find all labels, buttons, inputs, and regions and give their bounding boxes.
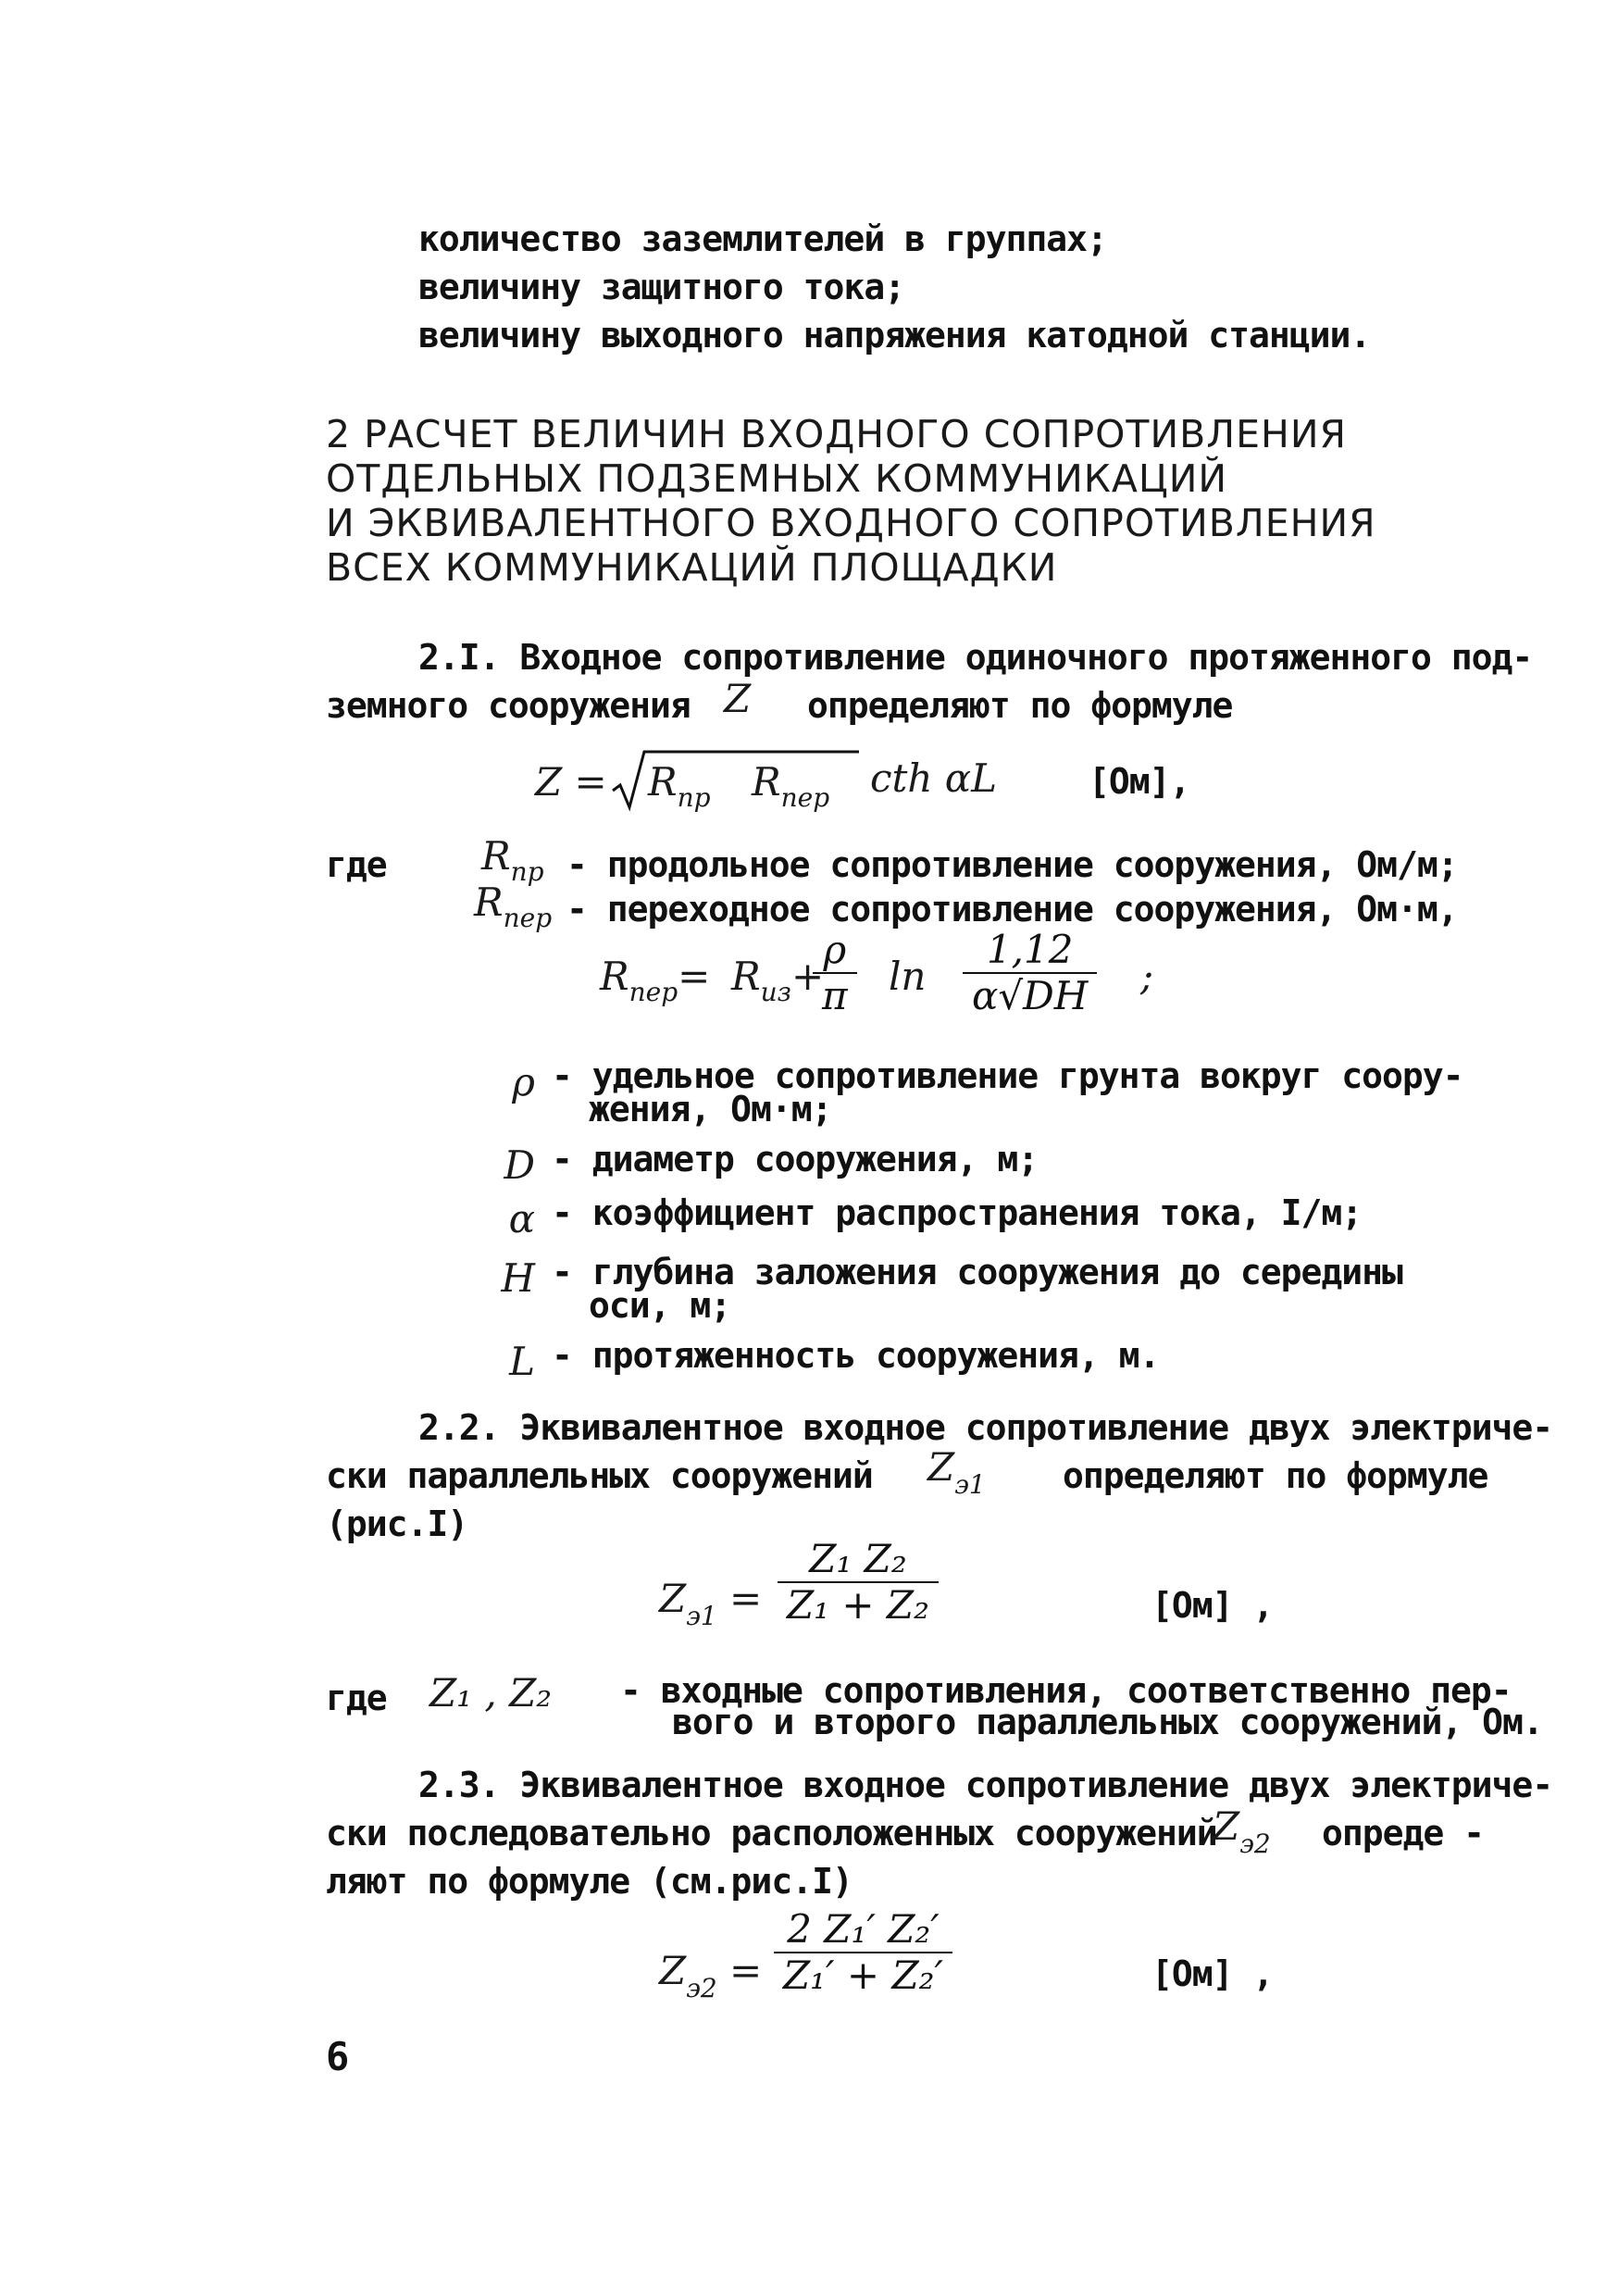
s22-def-2: вого и второго параллельных сооружений, Ом. <box>672 1702 1543 1742</box>
def-r-per-symbol: $R_{пер}$ <box>474 880 553 933</box>
def-alpha-symbol: α <box>508 1196 535 1242</box>
s22-where: где <box>326 1678 387 1718</box>
rper-end: ; <box>1140 954 1154 999</box>
s22-syms: Z₁ , Z₂ <box>429 1670 553 1716</box>
def-rho-text-2: жения, Ом·м; <box>589 1089 832 1129</box>
s22-line-2b: определяют по формуле <box>1063 1455 1488 1496</box>
s22-symbol-ze1: $Z_{э1}$ <box>927 1444 986 1500</box>
def-l-text: - протяженность сооружения, м. <box>552 1335 1160 1376</box>
ze1-denominator: Z₁ + Z₂ <box>787 1582 929 1628</box>
ze2-unit: [Ом] , <box>1151 1953 1274 1994</box>
def-d <box>470 1139 1039 1188</box>
rper-num: 1,12 <box>986 927 1074 972</box>
s21-where: где <box>326 844 387 885</box>
ze2-lhs: $Z_{э2}$ = <box>659 1948 763 2003</box>
heading-line-4: ВСЕХ КОММУНИКАЦИЙ ПЛОЩАДКИ <box>326 545 1058 590</box>
s23-line-2a: ски последовательно расположенных сооружений <box>326 1813 1217 1853</box>
intro-line-1: количество заземлителей в группах; <box>418 218 1107 259</box>
heading-line-1: 2 РАСЧЕТ ВЕЛИЧИН ВХОДНОГО СОПРОТИВЛЕНИЯ <box>326 412 1347 456</box>
def-r-per-text: - переходное сопротивление сооружения, Ом·м, <box>566 889 1458 930</box>
formula-r-pr: $R_{пр}$ <box>648 759 711 813</box>
rper-lhs: $R_{пер}=$ <box>600 954 711 1007</box>
s22-line-2a: ски параллельных сооружений <box>326 1455 873 1496</box>
def-r-pr-symbol: $R_{пр}$ <box>481 833 544 887</box>
def-rho-text-1: - удельное сопротивление грунта вокруг соору- <box>552 1055 1463 1096</box>
s21-symbol-z: Z <box>724 676 752 721</box>
s21-line-2b: определяют по формуле <box>807 685 1233 726</box>
page-number: 6 <box>326 2034 349 2079</box>
rper-rho-over-pi <box>813 928 857 1018</box>
rper-rho: ρ <box>823 927 847 972</box>
s21-line-1: 2.I. Входное сопротивление одиночного протяженного под- <box>418 637 1533 678</box>
s22-line-3: (рис.I) <box>326 1504 468 1544</box>
def-alpha <box>470 1192 1363 1242</box>
def-d-symbol: D <box>504 1142 535 1188</box>
ze2-fraction <box>774 1907 952 1998</box>
s21-line-2a: земного сооружения <box>326 685 691 726</box>
def-d-text: - диаметр сооружения, м; <box>552 1139 1039 1179</box>
def-h-symbol: H <box>501 1255 535 1301</box>
def-rho <box>470 1055 1463 1129</box>
def-alpha-text: - коэффициент распространения тока, I/м; <box>552 1192 1363 1233</box>
formula-r-per: $R_{пер}$ <box>752 759 830 813</box>
ze1-lhs: $Z_{э1}$ = <box>659 1576 763 1631</box>
heading-line-2: ОТДЕЛЬНЫХ ПОДЗЕМНЫХ КОММУНИКАЦИЙ <box>326 456 1228 501</box>
def-l <box>470 1335 1160 1384</box>
rper-log-fraction <box>963 928 1097 1018</box>
ze1-numerator: Z₁ Z₂ <box>809 1536 907 1581</box>
s22-def-1: - входные сопротивления, соответственно пер- <box>620 1670 1512 1711</box>
ze2-denominator: Z₁′ + Z₂′ <box>783 1953 944 1998</box>
s23-line-2b: опреде - <box>1322 1813 1485 1853</box>
formula-cth: cth αL <box>870 755 998 801</box>
def-h-text-2: оси, м; <box>589 1285 731 1326</box>
ze1-unit: [Ом] , <box>1151 1585 1274 1626</box>
heading-line-3: И ЭКВИВАЛЕНТНОГО ВХОДНОГО СОПРОТИВЛЕНИЯ <box>326 501 1376 545</box>
intro-line-2: величину защитного тока; <box>418 267 905 307</box>
rper-den: α√DH <box>972 973 1089 1018</box>
rper-ln: ln <box>889 954 927 999</box>
formula-z-lhs: Z = <box>535 759 607 805</box>
def-h <box>470 1252 1402 1326</box>
def-r-pr-text: - продольное сопротивление сооружения, Ом/м; <box>566 844 1458 885</box>
intro-line-3: величину выходного напряжения катодной станции. <box>418 315 1371 356</box>
s22-line-1: 2.2. Эквивалентное входное сопротивление двух электриче- <box>418 1407 1553 1448</box>
rper-pi: π <box>822 973 848 1018</box>
rper-riz: $R_{из}+$ <box>731 954 825 1007</box>
def-l-symbol: L <box>509 1339 535 1384</box>
ze2-numerator: 2 Z₁′ Z₂′ <box>787 1906 940 1952</box>
s23-line-1: 2.3. Эквивалентное входное сопротивление двух электриче- <box>418 1765 1553 1805</box>
formula-z-unit: [Ом], <box>1089 761 1190 802</box>
def-rho-symbol: ρ <box>512 1059 535 1104</box>
s23-line-3: ляют по формуле (см.рис.I) <box>326 1861 853 1902</box>
s23-symbol-ze2: $Z_{э2}$ <box>1213 1803 1271 1859</box>
ze1-fraction <box>778 1537 939 1628</box>
def-h-text-1: - глубина заложения сооружения до середины <box>552 1252 1402 1292</box>
